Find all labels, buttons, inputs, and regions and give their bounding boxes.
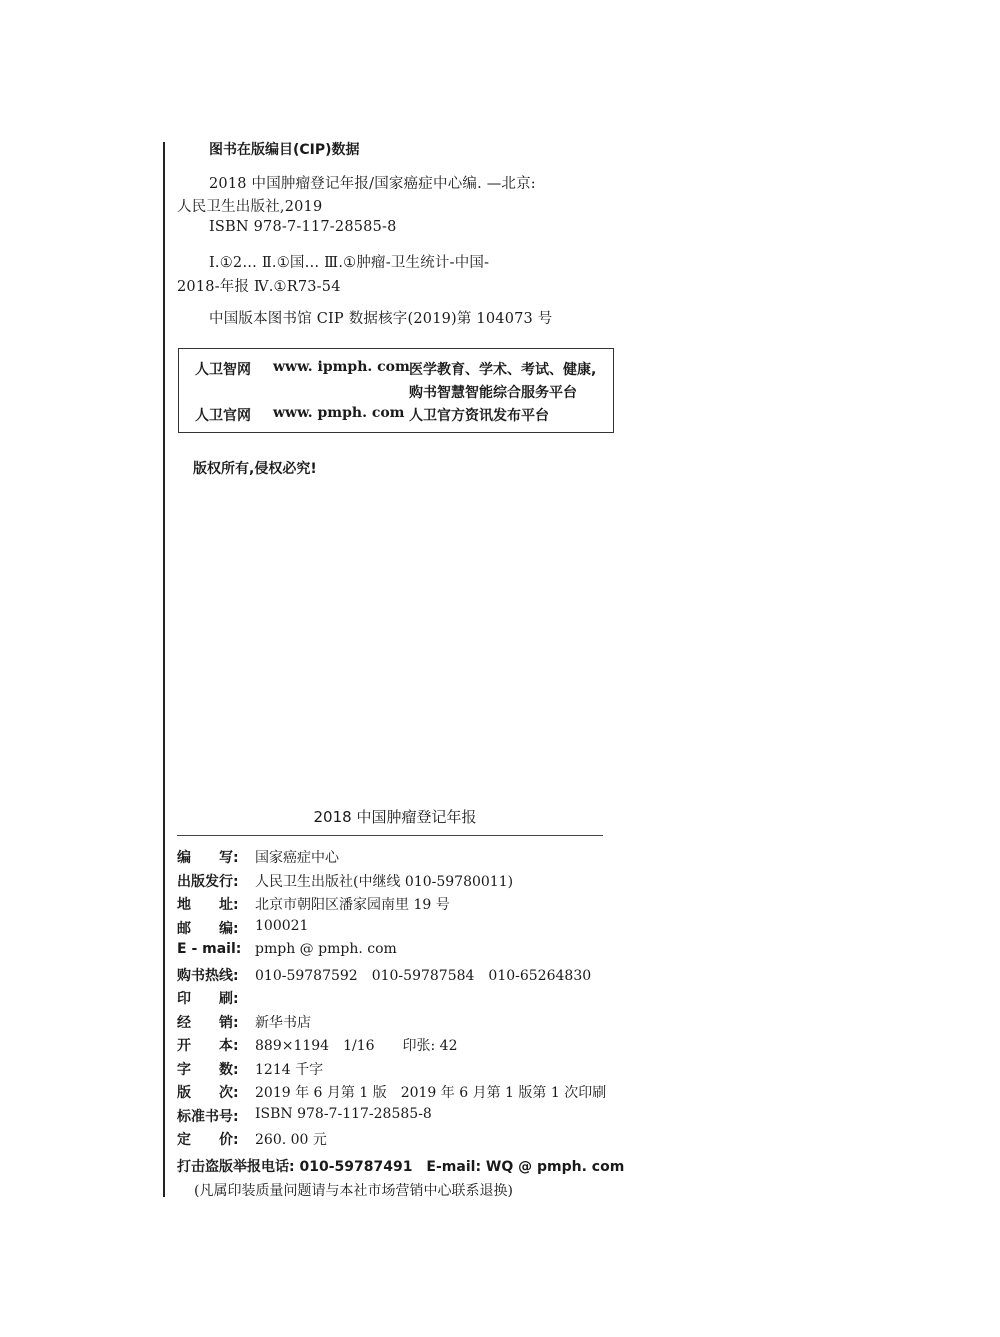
site-name: 人卫官网 — [195, 408, 251, 424]
info-label: 编 写: — [177, 850, 239, 866]
info-label: 邮 编: — [177, 920, 239, 937]
info-value: 100021 — [255, 917, 309, 934]
divider — [177, 835, 603, 836]
site-url[interactable]: www. pmph. com — [273, 405, 405, 421]
info-label: 经 销: — [177, 1014, 239, 1031]
cip-class-line1: Ⅰ.①2… Ⅱ.①国… Ⅲ.①肿瘤-卫生统计-中国- — [209, 255, 490, 271]
info-label: 出版发行: — [177, 873, 239, 890]
info-value: 1214 千字 — [255, 1061, 324, 1078]
site-desc: 人卫官方资讯发布平台 — [409, 408, 549, 424]
info-label: 版 次: — [177, 1085, 239, 1101]
info-label: E - mail: — [177, 941, 242, 957]
cip-title: 图书在版编目(CIP)数据 — [209, 142, 360, 158]
book-title: 2018 中国肿瘤登记年报 — [313, 808, 477, 826]
info-label: 字 数: — [177, 1061, 239, 1078]
site-desc: 购书智慧智能综合服务平台 — [409, 385, 577, 401]
margin-rule — [163, 142, 165, 1197]
info-value: ISBN 978-7-117-28585-8 — [255, 1105, 432, 1122]
info-value: 010-59787592 010-59787584 010-65264830 — [255, 967, 592, 984]
piracy-hotline: 打击盗版举报电话: 010-59787491 E-mail: WQ @ pmph. com — [177, 1159, 625, 1175]
website-box — [178, 348, 614, 433]
cip-class-line2: 2018-年报 Ⅳ.①R73-54 — [177, 279, 341, 295]
info-label: 定 价: — [177, 1132, 239, 1148]
info-value: pmph @ pmph. com — [255, 941, 397, 957]
info-label: 开 本: — [177, 1038, 239, 1054]
info-value: 北京市朝阳区潘家园南里 19 号 — [255, 897, 450, 913]
info-label: 购书热线: — [177, 967, 239, 984]
info-label: 标准书号: — [177, 1108, 239, 1125]
info-value: 新华书店 — [255, 1014, 311, 1031]
info-value: 人民卫生出版社(中继线 010-59780011) — [255, 873, 514, 890]
cip-line1: 2018 中国肿瘤登记年报/国家癌症中心编. —北京: — [209, 176, 536, 192]
info-value: 国家癌症中心 — [255, 850, 339, 866]
info-value: 2019 年 6 月第 1 版 2019 年 6 月第 1 版第 1 次印刷 — [255, 1085, 607, 1101]
cip-verify: 中国版本图书馆 CIP 数据核字(2019)第 104073 号 — [209, 311, 553, 327]
cip-line2: 人民卫生出版社,2019 — [177, 199, 323, 215]
site-url[interactable]: www. ipmph. com — [273, 359, 410, 375]
info-label: 印 刷: — [177, 991, 239, 1007]
site-desc: 医学教育、学术、考试、健康, — [409, 362, 597, 378]
return-note: (凡属印装质量问题请与本社市场营销中心联系退换) — [194, 1183, 513, 1199]
cip-isbn: ISBN 978-7-117-28585-8 — [209, 219, 397, 235]
copyright-notice: 版权所有,侵权必究! — [193, 461, 317, 477]
site-name: 人卫智网 — [195, 362, 251, 378]
info-value: 260. 00 元 — [255, 1132, 327, 1148]
info-value: 889×1194 1/16 印张: 42 — [255, 1038, 458, 1054]
info-label: 地 址: — [177, 897, 239, 913]
